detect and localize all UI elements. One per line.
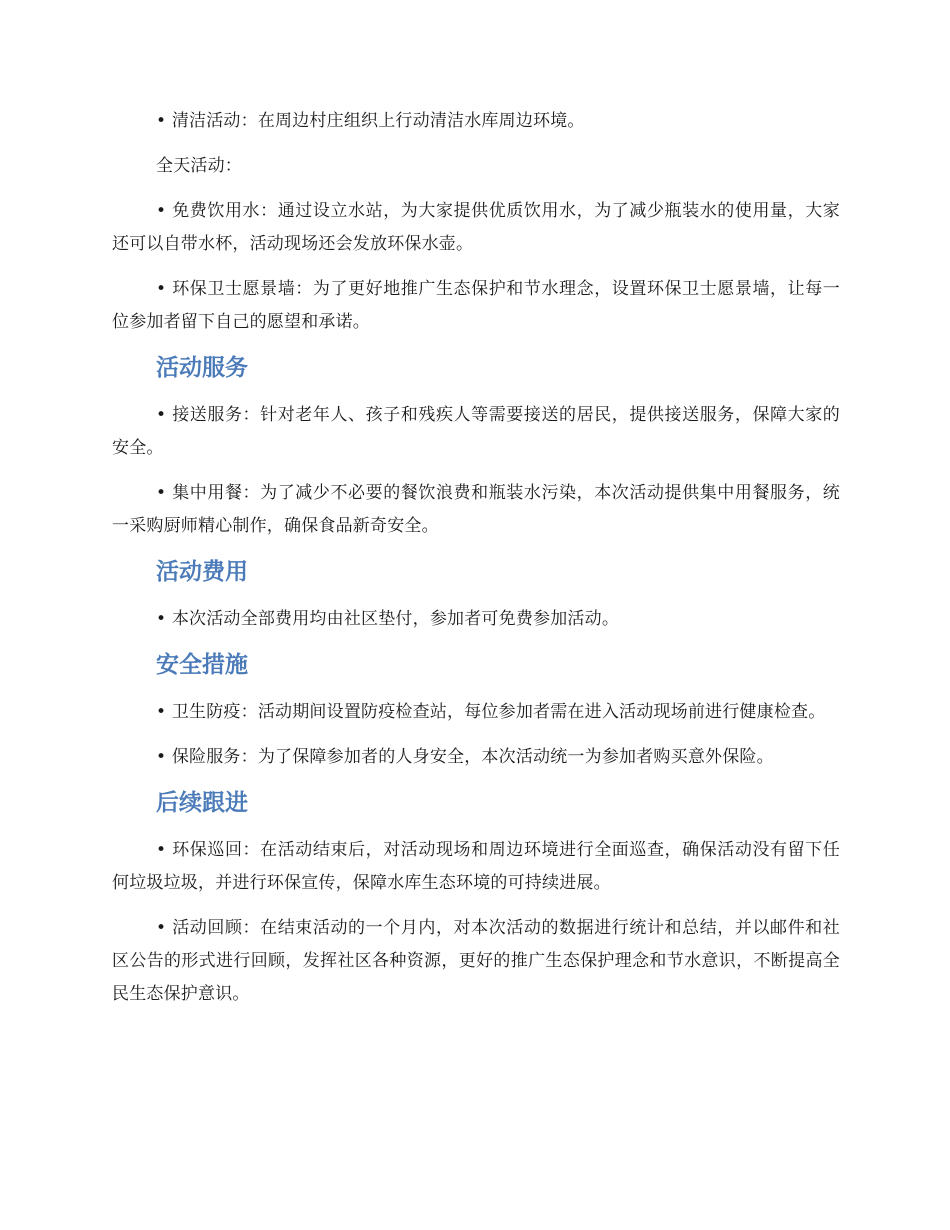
- paragraph-patrol: • 环保巡回：在活动结束后，对活动现场和周边环境进行全面巡查，确保活动没有留下任何垃圾垃圾，并进行环保宣传，保障水库生态环境的可持续进展。: [112, 840, 840, 893]
- paragraph-epidemic: • 卫生防疫：活动期间设置防疫检查站，每位参加者需在进入活动现场前进行健康检查。: [156, 702, 826, 722]
- paragraph-shuttle: • 接送服务：针对老年人、孩子和残疾人等需要接送的居民，提供接送服务，保障大家的安全。: [112, 405, 840, 458]
- paragraph-wish-wall: • 环保卫士愿景墙：为了更好地推广生态保护和节水理念，设置环保卫士愿景墙，让每一位参加者留下自己的愿望和承诺。: [112, 279, 840, 332]
- heading-safety: 安全措施: [156, 652, 248, 678]
- paragraph-all-day: 全天活动：: [156, 156, 242, 176]
- heading-followup: 后续跟进: [156, 790, 248, 816]
- paragraph-fees: • 本次活动全部费用均由社区垫付，参加者可免费参加活动。: [156, 609, 620, 629]
- document-page: [112, 105, 840, 1023]
- heading-fees: 活动费用: [156, 559, 248, 585]
- paragraph-insurance: • 保险服务：为了保障参加者的人身安全，本次活动统一为参加者购买意外保险。: [156, 747, 774, 767]
- paragraph-cleaning: • 清洁活动：在周边村庄组织上行动清洁水库周边环境。: [156, 111, 585, 131]
- paragraph-free-water: • 免费饮用水：通过设立水站，为大家提供优质饮用水，为了减少瓶装水的使用量，大家还可以自带水杯，活动现场还会发放环保水壶。: [112, 201, 840, 254]
- paragraph-review: • 活动回顾：在结束活动的一个月内，对本次活动的数据进行统计和总结，并以邮件和社区公告的形式进行回顾，发挥社区各种资源，更好的推广生态保护理念和节水意识，不断提高全民生态保护意识。: [112, 918, 840, 1004]
- paragraph-meals: • 集中用餐：为了减少不必要的餐饮浪费和瓶装水污染，本次活动提供集中用餐服务，统一采购厨师精心制作，确保食品新奇安全。: [112, 483, 840, 536]
- heading-services: 活动服务: [156, 355, 248, 381]
